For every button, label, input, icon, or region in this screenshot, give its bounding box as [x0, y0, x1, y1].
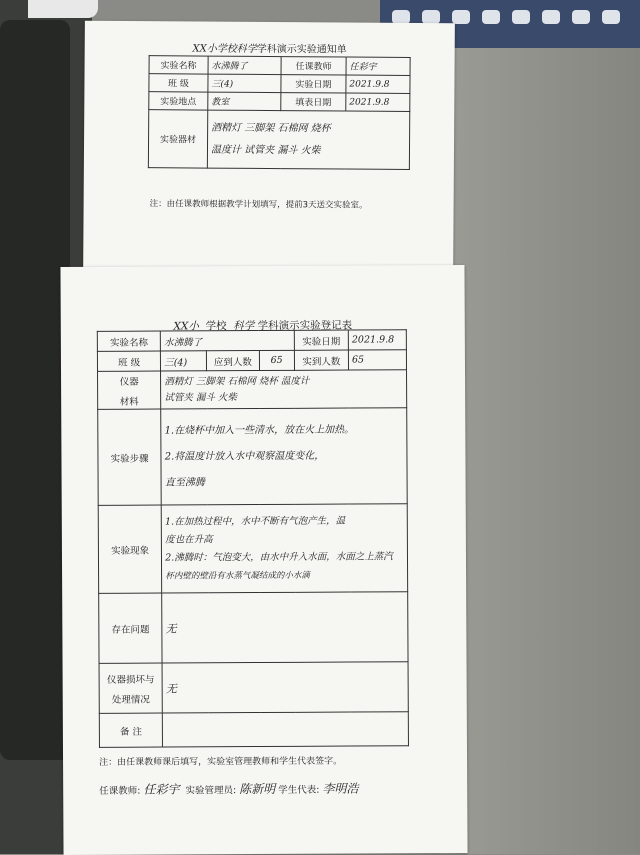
sig-teacher-label: 任课教师: [99, 785, 141, 797]
equip-line1: 酒精灯 三脚架 石棉网 烧杯 [211, 122, 331, 134]
name-label: 实验名称 [97, 331, 160, 351]
equip-label2: 材料 [119, 396, 139, 408]
name-value: 水沸腾了 [161, 330, 295, 351]
admin-signature: 陈新明 [239, 781, 276, 797]
register-footnote: 注：由任课教师课后填写，实验室管理教师和学生代表签字。 [99, 756, 343, 768]
due-value: 65 [259, 350, 294, 370]
notice-table [148, 55, 411, 170]
class-label: 班 级 [97, 351, 160, 371]
sig-student-label: 学生代表: [278, 784, 320, 796]
phen-label: 实验现象 [98, 505, 162, 593]
title-school: XX小 [173, 320, 199, 333]
place-label: 实验地点 [149, 92, 208, 110]
issue-value: 无 [162, 592, 408, 663]
steps-label: 实验步骤 [98, 409, 162, 505]
register-sheet [60, 265, 467, 855]
fill-label: 填表日期 [281, 93, 346, 111]
actual-label: 实到人数 [294, 350, 348, 370]
damage-value: 无 [162, 662, 408, 713]
actual-value: 65 [348, 350, 406, 370]
steps-line1: 1.在烧杯中加入一些清水，放在火上加热。 [164, 424, 355, 437]
equip-line1: 酒精灯 三脚架 石棉网 烧杯 温度计 [164, 375, 310, 388]
sig-admin-label: 实验管理员: [185, 785, 237, 797]
date-label: 实验日期 [294, 330, 348, 350]
teacher-label: 任课教师 [281, 57, 346, 75]
notice-footnote: 注：由任课教师根据教学计划填写，提前3天送交实验室。 [149, 199, 368, 211]
steps-line3: 直至沸腾 [164, 476, 205, 489]
equip-line2: 试管夹 漏斗 火柴 [164, 391, 237, 404]
remark-label: 备 注 [99, 713, 162, 747]
register-table [97, 329, 409, 748]
damage-label1: 仪器损坏与 [106, 674, 155, 686]
phen-line3: 2.沸腾时：气泡变大，由水中升入水面，水面之上蒸汽 [165, 550, 393, 564]
title-school-word: 学校 [205, 320, 227, 333]
class-label: 班 级 [149, 74, 208, 92]
equip-label1: 仪器 [119, 376, 139, 388]
class-value: 三(4) [208, 74, 281, 93]
phen-line4: 杯内壁的壁沿有水蒸气凝结成的小水滴 [165, 570, 310, 582]
date-label: 实验日期 [281, 75, 346, 93]
class-value: 三(4) [161, 351, 207, 371]
signature-line [99, 780, 358, 798]
name-label: 实验名称 [149, 56, 208, 74]
phen-line1: 1.在加热过程中，水中不断有气泡产生，温 [165, 515, 346, 528]
place-value: 教室 [208, 92, 281, 111]
desk-right [440, 0, 640, 854]
name-value: 水沸腾了 [208, 56, 281, 75]
notice-sheet [83, 21, 455, 277]
title-subject: 科学 [233, 320, 255, 333]
notice-title [85, 39, 455, 57]
desk-left-pad [0, 20, 70, 760]
equip-line2: 温度计 试管夹 漏斗 火柴 [210, 144, 321, 156]
due-label: 应到人数 [206, 351, 259, 371]
phen-line2: 度也在升高 [165, 533, 213, 546]
fill-value: 2021.9.8 [346, 93, 410, 111]
title-school: XX小学校 [192, 43, 237, 55]
teacher-signature: 任彩宇 [143, 782, 180, 797]
steps-line2: 2.将温度计放入水中观察温度变化， [164, 450, 325, 463]
date-value: 2021.9.8 [348, 330, 406, 350]
teacher-value: 任彩宇 [346, 57, 410, 75]
equip-label: 实验器材 [148, 110, 207, 168]
title-subject: 科学 [236, 43, 257, 55]
damage-label2: 处理情况 [111, 694, 150, 706]
date-value: 2021.9.8 [346, 75, 410, 93]
issue-label: 存在问题 [99, 593, 163, 663]
title-rest: 学科演示实验通知单 [256, 43, 347, 56]
title-rest: 学科演示实验登记表 [257, 319, 353, 333]
student-signature: 李明浩 [322, 781, 359, 796]
desk-item [28, 0, 98, 18]
